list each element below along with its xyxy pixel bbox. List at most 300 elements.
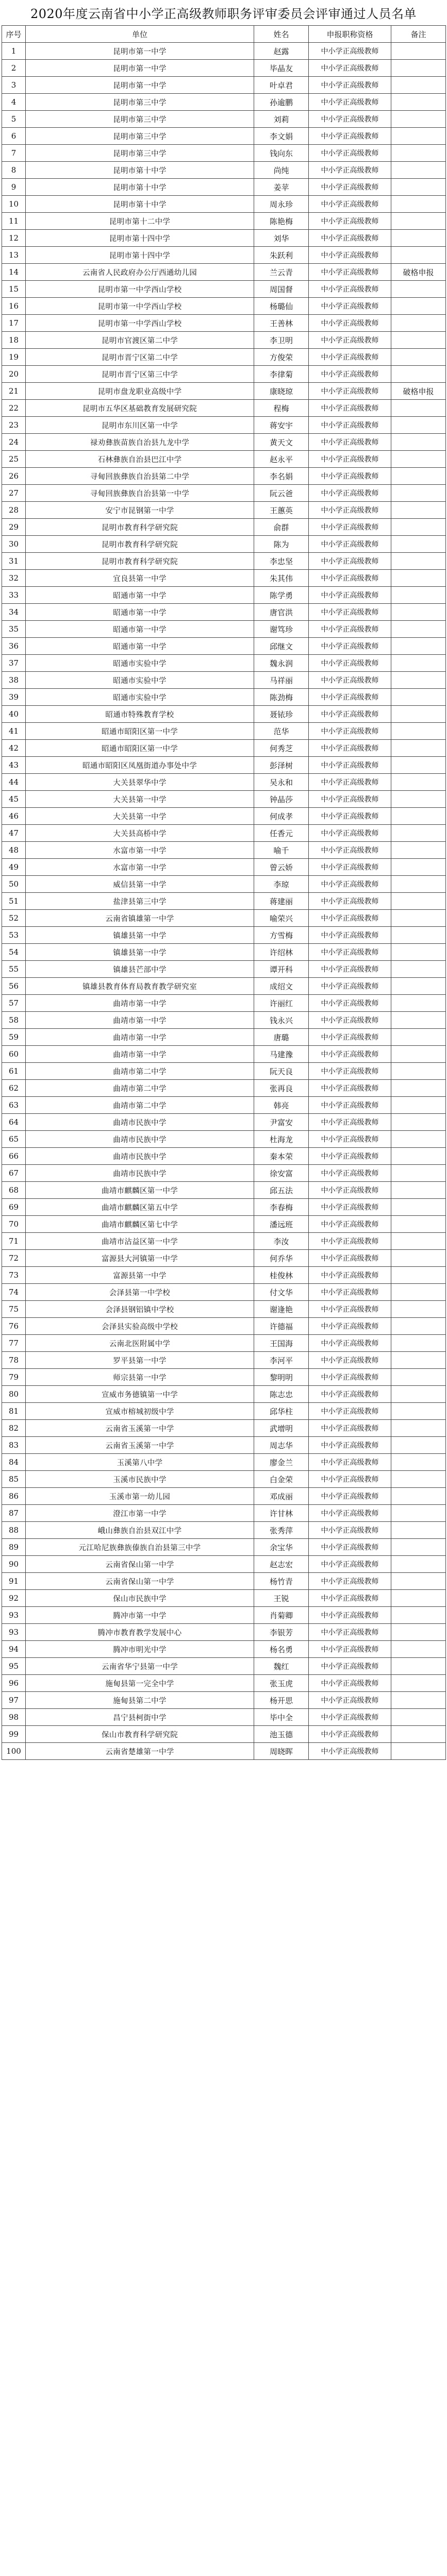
cell-qual: 中小学正高级教师 (309, 196, 391, 213)
cell-unit: 曲靖市麒麟区第一中学 (26, 1182, 254, 1199)
cell-qual: 中小学正高级教师 (309, 400, 391, 417)
cell-note (391, 111, 446, 128)
cell-qual: 中小学正高级教师 (309, 536, 391, 553)
cell-no: 95 (2, 1658, 26, 1675)
cell-name: 尹富安 (254, 1114, 309, 1131)
cell-qual: 中小学正高级教师 (309, 485, 391, 502)
cell-no: 9 (2, 179, 26, 196)
cell-no: 11 (2, 213, 26, 230)
cell-qual: 中小学正高级教师 (309, 638, 391, 655)
cell-no: 34 (2, 604, 26, 621)
cell-qual: 中小学正高级教师 (309, 502, 391, 519)
cell-name: 魏红 (254, 1658, 309, 1675)
cell-qual: 中小学正高级教师 (309, 179, 391, 196)
table-row (2, 417, 446, 434)
cell-unit: 师宗县第一中学 (26, 1369, 254, 1386)
cell-note (391, 893, 446, 910)
cell-name: 陈学勇 (254, 587, 309, 604)
cell-no: 37 (2, 655, 26, 672)
cell-name: 朱跃利 (254, 247, 309, 264)
cell-name: 周晓晖 (254, 1743, 309, 1760)
table-row (2, 791, 446, 808)
table-row (2, 383, 446, 400)
cell-no: 83 (2, 1437, 26, 1454)
cell-unit: 昭通市实验中学 (26, 655, 254, 672)
cell-name: 黄天文 (254, 434, 309, 451)
cell-qual: 中小学正高级教师 (309, 740, 391, 757)
cell-qual: 中小学正高级教师 (309, 247, 391, 264)
cell-qual: 中小学正高级教师 (309, 995, 391, 1012)
table-row (2, 1692, 446, 1709)
cell-no: 73 (2, 1267, 26, 1284)
cell-no: 86 (2, 1488, 26, 1505)
cell-name: 杜海龙 (254, 1131, 309, 1148)
cell-name: 许德福 (254, 1318, 309, 1335)
table-row (2, 60, 446, 77)
cell-qual: 中小学正高级教师 (309, 757, 391, 774)
cell-note (391, 60, 446, 77)
cell-note (391, 519, 446, 536)
cell-name: 陈志忠 (254, 1386, 309, 1403)
cell-qual: 中小学正高级教师 (309, 706, 391, 723)
cell-name: 李忠坚 (254, 553, 309, 570)
cell-qual: 中小学正高级教师 (309, 1675, 391, 1692)
cell-no: 62 (2, 1080, 26, 1097)
cell-note (391, 332, 446, 349)
cell-no: 32 (2, 570, 26, 587)
cell-qual: 中小学正高级教师 (309, 587, 391, 604)
cell-name: 周永珍 (254, 196, 309, 213)
table-row (2, 1199, 446, 1216)
cell-note (391, 1437, 446, 1454)
cell-note (391, 706, 446, 723)
cell-note (391, 740, 446, 757)
table-row (2, 1607, 446, 1624)
cell-qual: 中小学正高级教师 (309, 1624, 391, 1641)
cell-no: 88 (2, 1522, 26, 1539)
approved-list-table (2, 25, 446, 1760)
cell-no: 29 (2, 519, 26, 536)
cell-no: 24 (2, 434, 26, 451)
cell-no: 45 (2, 791, 26, 808)
cell-unit: 昆明市第一中学西山学校 (26, 298, 254, 315)
cell-name: 李河平 (254, 1352, 309, 1369)
cell-qual: 中小学正高级教师 (309, 961, 391, 978)
cell-name: 白金荣 (254, 1471, 309, 1488)
cell-note (391, 247, 446, 264)
cell-no: 12 (2, 230, 26, 247)
cell-name: 王国海 (254, 1335, 309, 1352)
table-row (2, 298, 446, 315)
cell-name: 桂俊林 (254, 1267, 309, 1284)
cell-unit: 云南省镇雄第一中学 (26, 910, 254, 927)
cell-qual: 中小学正高级教师 (309, 1233, 391, 1250)
cell-unit: 峨山彝族自治县双江中学 (26, 1522, 254, 1539)
cell-no: 48 (2, 842, 26, 859)
cell-no: 96 (2, 1675, 26, 1692)
cell-no: 51 (2, 893, 26, 910)
cell-qual: 中小学正高级教师 (309, 1420, 391, 1437)
cell-unit: 腾冲市第一中学 (26, 1607, 254, 1624)
cell-unit: 曲靖市民族中学 (26, 1114, 254, 1131)
cell-note (391, 570, 446, 587)
cell-qual: 中小学正高级教师 (309, 230, 391, 247)
cell-name: 马建豫 (254, 1046, 309, 1063)
cell-no: 98 (2, 1709, 26, 1726)
cell-note (391, 1658, 446, 1675)
cell-note (391, 1607, 446, 1624)
cell-qual: 中小学正高级教师 (309, 1709, 391, 1726)
cell-name: 姜苹 (254, 179, 309, 196)
cell-unit: 寻甸回族彝族自治县第二中学 (26, 468, 254, 485)
table-row (2, 400, 446, 417)
table-row (2, 1369, 446, 1386)
table-row (2, 519, 446, 536)
cell-qual: 中小学正高级教师 (309, 842, 391, 859)
cell-no: 42 (2, 740, 26, 757)
table-row (2, 1284, 446, 1301)
cell-note (391, 757, 446, 774)
cell-unit: 水富市第一中学 (26, 842, 254, 859)
cell-name: 王锐 (254, 1590, 309, 1607)
cell-note: 破格申报 (391, 264, 446, 281)
table-row (2, 128, 446, 145)
cell-unit: 云南北医附属中学 (26, 1335, 254, 1352)
cell-qual: 中小学正高级教师 (309, 1488, 391, 1505)
cell-no: 58 (2, 1012, 26, 1029)
cell-qual: 中小学正高级教师 (309, 825, 391, 842)
cell-qual: 中小学正高级教师 (309, 1284, 391, 1301)
cell-note (391, 1114, 446, 1131)
table-row (2, 1488, 446, 1505)
table-row (2, 842, 446, 859)
cell-qual: 中小学正高级教师 (309, 1335, 391, 1352)
cell-name: 许甘林 (254, 1505, 309, 1522)
cell-note (391, 1199, 446, 1216)
table-row (2, 604, 446, 621)
cell-note (391, 1267, 446, 1284)
cell-qual: 中小学正高级教师 (309, 1063, 391, 1080)
cell-note (391, 451, 446, 468)
table-row (2, 1403, 446, 1420)
cell-qual: 中小学正高级教师 (309, 978, 391, 995)
cell-name: 马祥丽 (254, 672, 309, 689)
cell-name: 付文华 (254, 1284, 309, 1301)
cell-no: 17 (2, 315, 26, 332)
cell-name: 何成孝 (254, 808, 309, 825)
cell-unit: 保山市民族中学 (26, 1590, 254, 1607)
table-row (2, 1301, 446, 1318)
cell-name: 徐安富 (254, 1165, 309, 1182)
cell-qual: 中小学正高级教师 (309, 1505, 391, 1522)
cell-qual: 中小学正高级教师 (309, 655, 391, 672)
cell-no: 7 (2, 145, 26, 162)
cell-name: 余宝华 (254, 1539, 309, 1556)
cell-name: 周国督 (254, 281, 309, 298)
cell-name: 张秀萍 (254, 1522, 309, 1539)
cell-unit: 昆明市五华区基础教育发展研究院 (26, 400, 254, 417)
cell-note (391, 1471, 446, 1488)
cell-name: 邱华柱 (254, 1403, 309, 1420)
table-row (2, 1029, 446, 1046)
cell-note (391, 1624, 446, 1641)
cell-unit: 昭通市实验中学 (26, 689, 254, 706)
cell-no: 52 (2, 910, 26, 927)
cell-name: 刘莉 (254, 111, 309, 128)
cell-name: 潘远班 (254, 1216, 309, 1233)
cell-note (391, 587, 446, 604)
cell-qual: 中小学正高级教师 (309, 1607, 391, 1624)
header-name: 姓名 (254, 26, 309, 43)
cell-unit: 昆明市官渡区第二中学 (26, 332, 254, 349)
cell-name: 李文娟 (254, 128, 309, 145)
cell-name: 赵露 (254, 43, 309, 60)
cell-unit: 昆明市第三中学 (26, 128, 254, 145)
cell-unit: 昆明市第一中学西山学校 (26, 315, 254, 332)
cell-no: 16 (2, 298, 26, 315)
cell-name: 钱永兴 (254, 1012, 309, 1029)
cell-unit: 昆明市第十二中学 (26, 213, 254, 230)
cell-name: 肖菊卿 (254, 1607, 309, 1624)
cell-unit: 昆明市第一中学 (26, 77, 254, 94)
cell-note (391, 485, 446, 502)
cell-name: 刘华 (254, 230, 309, 247)
table-row (2, 961, 446, 978)
cell-note (391, 1250, 446, 1267)
cell-qual: 中小学正高级教师 (309, 1692, 391, 1709)
cell-no: 85 (2, 1471, 26, 1488)
cell-no: 49 (2, 859, 26, 876)
cell-unit: 昆明市第十中学 (26, 162, 254, 179)
table-row (2, 1437, 446, 1454)
cell-name: 李律菊 (254, 366, 309, 383)
cell-no: 82 (2, 1420, 26, 1437)
cell-unit: 曲靖市第二中学 (26, 1097, 254, 1114)
table-row (2, 1080, 446, 1097)
cell-note (391, 1539, 446, 1556)
cell-qual: 中小学正高级教师 (309, 672, 391, 689)
cell-unit: 腾冲市明光中学 (26, 1641, 254, 1658)
cell-unit: 会泽县钢铝镇中学校 (26, 1301, 254, 1318)
cell-name: 武增明 (254, 1420, 309, 1437)
cell-unit: 昭通市第一中学 (26, 604, 254, 621)
header-unit: 单位 (26, 26, 254, 43)
cell-unit: 昌宁县柯街中学 (26, 1709, 254, 1726)
cell-note (391, 1386, 446, 1403)
cell-no: 25 (2, 451, 26, 468)
cell-qual: 中小学正高级教师 (309, 43, 391, 60)
cell-name: 叶卓君 (254, 77, 309, 94)
table-row (2, 995, 446, 1012)
table-row (2, 315, 446, 332)
cell-no: 44 (2, 774, 26, 791)
cell-unit: 曲靖市民族中学 (26, 1148, 254, 1165)
cell-unit: 玉溪市第一幼儿园 (26, 1488, 254, 1505)
cell-name: 王蕙英 (254, 502, 309, 519)
cell-note (391, 825, 446, 842)
cell-unit: 水富市第一中学 (26, 859, 254, 876)
table-row (2, 434, 446, 451)
cell-note (391, 1148, 446, 1165)
cell-no: 55 (2, 961, 26, 978)
cell-qual: 中小学正高级教师 (309, 621, 391, 638)
cell-note (391, 1318, 446, 1335)
table-row (2, 978, 446, 995)
cell-note (391, 876, 446, 893)
table-row (2, 1743, 446, 1760)
cell-note (391, 468, 446, 485)
cell-no: 3 (2, 77, 26, 94)
cell-unit: 曲靖市第一中学 (26, 995, 254, 1012)
cell-qual: 中小学正高级教师 (309, 927, 391, 944)
cell-note (391, 1301, 446, 1318)
cell-unit: 大关县第一中学 (26, 791, 254, 808)
cell-no: 14 (2, 264, 26, 281)
cell-note (391, 162, 446, 179)
cell-name: 彭泽树 (254, 757, 309, 774)
table-row (2, 1522, 446, 1539)
cell-name: 曾云娇 (254, 859, 309, 876)
cell-no: 60 (2, 1046, 26, 1063)
table-row (2, 757, 446, 774)
table-row (2, 1624, 446, 1641)
cell-note (391, 434, 446, 451)
cell-name: 秦本荣 (254, 1148, 309, 1165)
cell-no: 43 (2, 757, 26, 774)
cell-unit: 昆明市第十中学 (26, 179, 254, 196)
cell-note (391, 1284, 446, 1301)
cell-unit: 玉溪市民族中学 (26, 1471, 254, 1488)
cell-unit: 澄江市第一中学 (26, 1505, 254, 1522)
cell-qual: 中小学正高级教师 (309, 366, 391, 383)
cell-name: 尚纯 (254, 162, 309, 179)
table-row (2, 111, 446, 128)
cell-unit: 玉溪第八中学 (26, 1454, 254, 1471)
table-row (2, 1675, 446, 1692)
cell-no: 69 (2, 1199, 26, 1216)
table-row (2, 536, 446, 553)
cell-name: 李汝 (254, 1233, 309, 1250)
cell-no: 38 (2, 672, 26, 689)
cell-unit: 安宁市昆钢第一中学 (26, 502, 254, 519)
cell-unit: 富源县大河镇第一中学 (26, 1250, 254, 1267)
cell-name: 邱继文 (254, 638, 309, 655)
table-row (2, 655, 446, 672)
cell-name: 赵永平 (254, 451, 309, 468)
cell-name: 邓成丽 (254, 1488, 309, 1505)
cell-note (391, 1131, 446, 1148)
table-row (2, 1046, 446, 1063)
cell-qual: 中小学正高级教师 (309, 876, 391, 893)
cell-unit: 昆明市第三中学 (26, 145, 254, 162)
table-row (2, 502, 446, 519)
cell-no: 28 (2, 502, 26, 519)
cell-name: 张玉虎 (254, 1675, 309, 1692)
cell-no: 35 (2, 621, 26, 638)
cell-qual: 中小学正高级教师 (309, 162, 391, 179)
cell-no: 41 (2, 723, 26, 740)
cell-note (391, 502, 446, 519)
cell-name: 李卫明 (254, 332, 309, 349)
table-row (2, 893, 446, 910)
cell-qual: 中小学正高级教师 (309, 944, 391, 961)
table-row (2, 1097, 446, 1114)
table-row (2, 1267, 446, 1284)
table-row (2, 808, 446, 825)
cell-name: 喻千 (254, 842, 309, 859)
table-row (2, 1182, 446, 1199)
cell-note (391, 1641, 446, 1658)
cell-name: 廖金兰 (254, 1454, 309, 1471)
cell-note (391, 1488, 446, 1505)
cell-qual: 中小学正高级教师 (309, 791, 391, 808)
cell-name: 钟晶莎 (254, 791, 309, 808)
table-row (2, 468, 446, 485)
cell-unit: 昆明市第一中学 (26, 60, 254, 77)
table-row (2, 179, 446, 196)
cell-qual: 中小学正高级教师 (309, 1726, 391, 1743)
cell-no: 19 (2, 349, 26, 366)
cell-qual: 中小学正高级教师 (309, 1250, 391, 1267)
cell-unit: 镇雄县教育体育局教育教学研究室 (26, 978, 254, 995)
cell-no: 30 (2, 536, 26, 553)
cell-name: 蒋安宇 (254, 417, 309, 434)
cell-note (391, 417, 446, 434)
cell-unit: 昭通市第一中学 (26, 621, 254, 638)
cell-no: 53 (2, 927, 26, 944)
cell-no: 76 (2, 1318, 26, 1335)
cell-name: 成绍文 (254, 978, 309, 995)
cell-qual: 中小学正高级教师 (309, 315, 391, 332)
table-row (2, 1454, 446, 1471)
cell-name: 李名娟 (254, 468, 309, 485)
cell-no: 93 (2, 1624, 26, 1641)
cell-unit: 施甸县第一完全中学 (26, 1675, 254, 1692)
cell-no: 91 (2, 1573, 26, 1590)
cell-no: 4 (2, 94, 26, 111)
table-row (2, 1658, 446, 1675)
cell-qual: 中小学正高级教师 (309, 94, 391, 111)
cell-name: 张再良 (254, 1080, 309, 1097)
table-row (2, 1216, 446, 1233)
table-row (2, 672, 446, 689)
cell-unit: 石林彝族自治县巴江中学 (26, 451, 254, 468)
cell-note (391, 1369, 446, 1386)
cell-name: 毕中全 (254, 1709, 309, 1726)
cell-unit: 昭通市实验中学 (26, 672, 254, 689)
cell-qual: 中小学正高级教师 (309, 1165, 391, 1182)
cell-note (391, 1709, 446, 1726)
cell-name: 何乔华 (254, 1250, 309, 1267)
cell-no: 18 (2, 332, 26, 349)
cell-no: 27 (2, 485, 26, 502)
cell-note (391, 77, 446, 94)
cell-no: 47 (2, 825, 26, 842)
cell-qual: 中小学正高级教师 (309, 1573, 391, 1590)
page-title: 2020年度云南省中小学正高级教师职务评审委员会评审通过人员名单 (30, 7, 417, 21)
cell-unit: 昆明市第三中学 (26, 111, 254, 128)
cell-no: 75 (2, 1301, 26, 1318)
cell-unit: 宣威市榕城初级中学 (26, 1403, 254, 1420)
cell-note (391, 128, 446, 145)
cell-unit: 昭通市昭阳区凤凰街道办事处中学 (26, 757, 254, 774)
cell-name: 黎明明 (254, 1369, 309, 1386)
cell-no: 65 (2, 1131, 26, 1148)
cell-qual: 中小学正高级教师 (309, 1131, 391, 1148)
cell-qual: 中小学正高级教师 (309, 604, 391, 621)
cell-note (391, 1012, 446, 1029)
cell-name: 周志华 (254, 1437, 309, 1454)
